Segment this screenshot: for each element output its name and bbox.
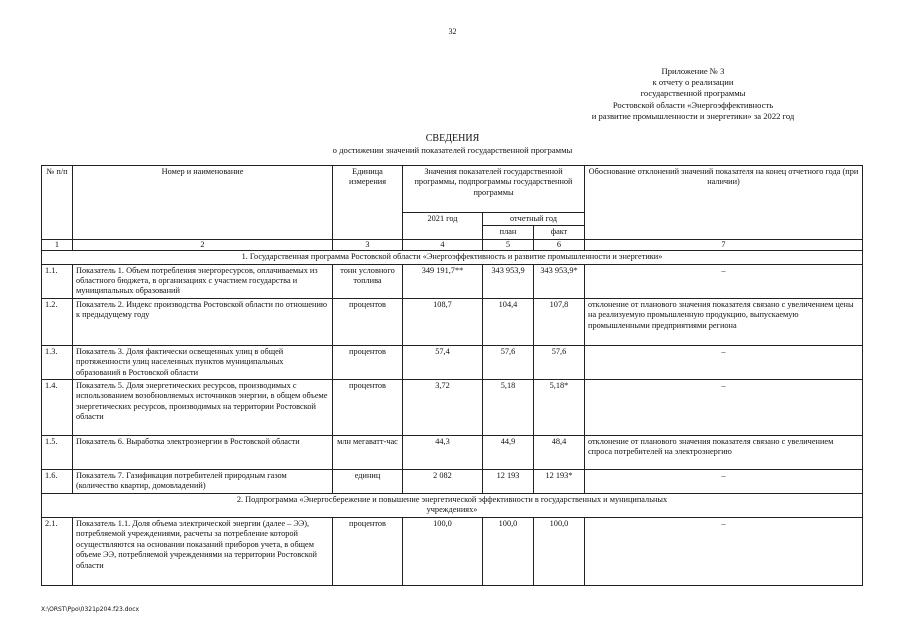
row-unit: процентов: [333, 345, 403, 379]
row-num: 1.1.: [42, 264, 73, 298]
row-plan: 12 193: [483, 470, 534, 494]
row-plan: 44,9: [483, 436, 534, 470]
row-plan: 5,18: [483, 380, 534, 436]
row-name: Показатель 2. Индекс производства Ростовской области по отношению к предыдущему году: [73, 298, 333, 345]
row-num: 1.3.: [42, 345, 73, 379]
column-numbers-row: [42, 239, 863, 250]
row-plan: 57,6: [483, 345, 534, 379]
row-2021: 349 191,7**: [403, 264, 483, 298]
row-fact: 48,4: [534, 436, 585, 470]
row-2021: 44,3: [403, 436, 483, 470]
appendix-line: Приложение № 3: [661, 66, 725, 76]
row-note: отклонение от планового значения показателя связано с увеличением спроса потребителей на электроэнергию: [585, 436, 863, 470]
row-note: –: [585, 264, 863, 298]
table-row: [42, 436, 863, 470]
row-note: –: [585, 345, 863, 379]
row-fact: 107,8: [534, 298, 585, 345]
row-note: –: [585, 470, 863, 494]
row-unit: млн мегаватт-час: [333, 436, 403, 470]
col-number: 1: [42, 239, 73, 250]
row-name: Показатель 1. Объем потребления энергоресурсов, оплачиваемых из областного бюджета, в организациях с участием государства и муниципальных образований: [73, 264, 333, 298]
header-fact: факт: [534, 226, 585, 239]
file-path-footer: X:\ORST\Ppo\0321p204.f23.docx: [41, 606, 140, 613]
row-num: 1.5.: [42, 436, 73, 470]
page-number: 32: [448, 27, 457, 36]
row-name: Показатель 5. Доля энергетических ресурсов, производимых с использованием возобновляемых источников энергии, в общем объеме энергетических ресурсов, производимых на территории Ростовской области: [73, 380, 333, 436]
row-fact: 12 193*: [534, 470, 585, 494]
header-justification: Обоснование отклонений значений показателя на конец отчетного года (при наличии): [585, 166, 863, 240]
row-num: 1.2.: [42, 298, 73, 345]
header-name: Номер и наименование: [73, 166, 333, 240]
row-name: Показатель 7. Газификация потребителей природным газом (количество квартир, домовладений): [73, 470, 333, 494]
row-fact: 100,0: [534, 517, 585, 585]
section-row: [42, 494, 863, 518]
row-unit: процентов: [333, 380, 403, 436]
row-2021: 57,4: [403, 345, 483, 379]
appendix-line: Ростовской области «Энергоэффективность: [612, 99, 774, 110]
header-num: № п/п: [42, 166, 73, 240]
indicators-table: [41, 165, 863, 586]
header-values-group: Значения показателей государственной программы, подпрограммы государственной программы: [403, 166, 585, 213]
table-row: [42, 517, 863, 585]
row-unit: единиц: [333, 470, 403, 494]
row-plan: 343 953,9: [483, 264, 534, 298]
row-2021: 108,7: [403, 298, 483, 345]
header-plan: план: [483, 226, 534, 239]
header-2021: 2021 год: [403, 213, 483, 240]
row-fact: 5,18*: [534, 380, 585, 436]
row-num: 2.1.: [42, 517, 73, 585]
row-note: отклонение от планового значения показателя связано с увеличением цены на реализуемую промышленную продукцию, выпускаемую промышленными предприятиями региона: [585, 298, 863, 345]
document-title: СВЕДЕНИЯ: [425, 133, 480, 144]
col-number: 7: [585, 239, 863, 250]
table-row: [42, 470, 863, 494]
row-2021: 2 082: [403, 470, 483, 494]
col-number: 2: [73, 239, 333, 250]
col-number: 4: [403, 239, 483, 250]
header-row: [42, 166, 863, 213]
row-name: Показатель 6. Выработка электроэнергии в Ростовской области: [73, 436, 333, 470]
row-note: –: [585, 517, 863, 585]
row-2021: 3,72: [403, 380, 483, 436]
row-name: Показатель 1.1. Доля объема электрической энергии (далее – ЭЭ), потребляемой учреждениями, расчеты за потребление которой осуществляются на основании показаний приборов учета, в общем объеме ЭЭ, потребляемой учреждениями на территории Ростовской области: [73, 517, 333, 585]
row-plan: 100,0: [483, 517, 534, 585]
row-num: 1.6.: [42, 470, 73, 494]
table-row: [42, 298, 863, 345]
row-fact: 57,6: [534, 345, 585, 379]
row-unit: процентов: [333, 517, 403, 585]
appendix-line: государственной программы: [640, 88, 746, 99]
appendix-line: к отчету о реализации: [652, 77, 734, 88]
row-num: 1.4.: [42, 380, 73, 436]
header-report-year: отчетный год: [483, 213, 585, 226]
row-name: Показатель 3. Доля фактически освещенных улиц в общей протяженности улиц населенных пунктов муниципальных образований в Ростовской области: [73, 345, 333, 379]
appendix-line: и развитие промышленности и энергетики» за 2022 год: [591, 110, 795, 121]
section-title: 2. Подпрограмма «Энергосбережение и повышение энергетической эффективности в государственных и муниципальных учреждениях»: [42, 494, 863, 518]
row-note: –: [585, 380, 863, 436]
section-title: 1. Государственная программа Ростовской области «Энергоэффективность и развитие промышленности и энергетики»: [42, 251, 863, 264]
table-row: [42, 380, 863, 436]
col-number: 5: [483, 239, 534, 250]
col-number: 6: [534, 239, 585, 250]
row-fact: 343 953,9*: [534, 264, 585, 298]
row-2021: 100,0: [403, 517, 483, 585]
appendix-block: [528, 66, 858, 122]
table-row: [42, 264, 863, 298]
section-row: [42, 251, 863, 264]
col-number: 3: [333, 239, 403, 250]
table-row: [42, 345, 863, 379]
row-unit: тонн условного топлива: [333, 264, 403, 298]
header-unit: Единица измерения: [333, 166, 403, 240]
document-subtitle: о достижении значений показателей государственной программы: [332, 145, 573, 155]
row-unit: процентов: [333, 298, 403, 345]
row-plan: 104,4: [483, 298, 534, 345]
